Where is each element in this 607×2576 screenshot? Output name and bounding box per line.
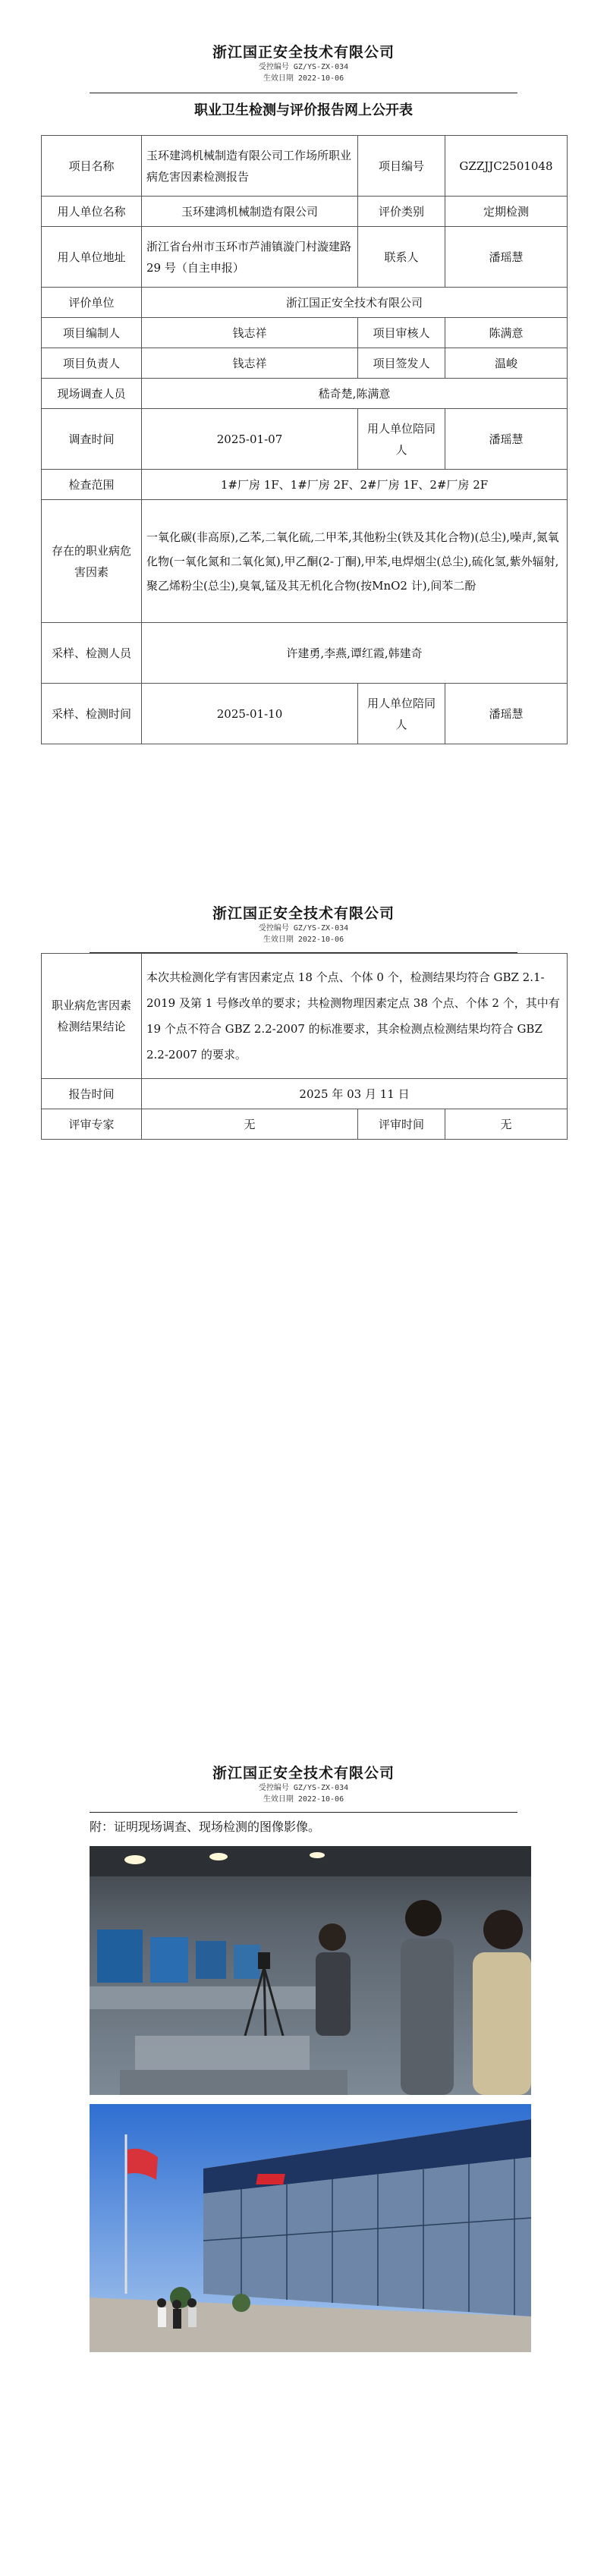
eval-unit: 浙江国正安全技术有限公司 bbox=[142, 288, 568, 318]
issuer: 温峻 bbox=[445, 348, 568, 379]
effective-date: 生效日期 2022-10-06 bbox=[263, 74, 344, 83]
scope-label: 检查范围 bbox=[42, 470, 142, 500]
control-number: 受控编号 GZ/YS-ZX-034 bbox=[258, 63, 349, 71]
hazards: 一氧化碳(非高原),乙苯,二氧化硫,二甲苯,其他粉尘(铁及其化合物)(总尘),噪声,氮氧化物(一氧化氮和二氧化氮),甲乙酮(2-丁酮),甲苯,电焊烟尘(总尘),硫化氢,紫外辐射,聚乙烯粉尘(总尘),臭氧,锰及其无机化合物(按MnO2 计),间苯二酚 bbox=[142, 500, 568, 623]
control-number: 受控编号 GZ/YS-ZX-034 bbox=[258, 1784, 349, 1792]
address-label: 用人单位地址 bbox=[42, 227, 142, 288]
appendix-caption: 附：证明现场调查、现场检测的图像影像。 bbox=[90, 1820, 321, 1834]
document-title: 职业卫生检测与评价报告网上公开表 bbox=[194, 102, 413, 118]
survey-time-label: 调查时间 bbox=[42, 409, 142, 470]
conclusion-label: 职业病危害因素检测结果结论 bbox=[42, 954, 142, 1079]
header-rule bbox=[90, 1812, 517, 1813]
page-header bbox=[0, 1762, 607, 1805]
sampling-time-label: 采样、检测时间 bbox=[42, 684, 142, 744]
compiler-label: 项目编制人 bbox=[42, 318, 142, 348]
survey-staff: 嵇奇楚,陈满意 bbox=[142, 379, 568, 409]
page-header bbox=[0, 902, 607, 945]
hazards-label: 存在的职业病危害因素 bbox=[42, 500, 142, 623]
escort2: 潘瑶慧 bbox=[445, 684, 568, 744]
reviewer: 陈满意 bbox=[445, 318, 568, 348]
sampling-staff-label: 采样、检测人员 bbox=[42, 623, 142, 684]
eval-type: 定期检测 bbox=[445, 197, 568, 227]
contact-label: 联系人 bbox=[358, 227, 445, 288]
workshop-photo bbox=[90, 1846, 531, 2095]
review-time: 无 bbox=[445, 1109, 568, 1140]
escort-label: 用人单位陪同人 bbox=[358, 409, 445, 470]
company-name: 浙江国正安全技术有限公司 bbox=[212, 44, 395, 61]
effective-date: 生效日期 2022-10-06 bbox=[263, 1795, 344, 1804]
contact: 潘瑶慧 bbox=[445, 227, 568, 288]
project-name-label: 项目名称 bbox=[42, 136, 142, 197]
eval-type-label: 评价类别 bbox=[358, 197, 445, 227]
expert: 无 bbox=[142, 1109, 358, 1140]
review-time-label: 评审时间 bbox=[358, 1109, 445, 1140]
compiler: 钱志祥 bbox=[142, 318, 358, 348]
conclusion-table bbox=[41, 953, 568, 1140]
conclusion: 本次共检测化学有害因素定点 18 个点、个体 0 个，检测结果均符合 GBZ 2.1-2019 及第 1 号修改单的要求；共检测物理因素定点 38 个点、个体 2 个，其中有 19 个点不符合 GBZ 2.2-2007 的标准要求，其余检测点检测结果均符合 GBZ 2.2-2007 的要求。 bbox=[142, 954, 568, 1079]
leader-label: 项目负责人 bbox=[42, 348, 142, 379]
effective-date: 生效日期 2022-10-06 bbox=[263, 936, 344, 944]
employer: 玉环建鸿机械制造有限公司 bbox=[142, 197, 358, 227]
address: 浙江省台州市玉环市芦浦镇漩门村漩建路 29 号（自主申报） bbox=[142, 227, 358, 288]
issuer-label: 项目签发人 bbox=[358, 348, 445, 379]
escort: 潘瑶慧 bbox=[445, 409, 568, 470]
factory-exterior-photo bbox=[90, 2104, 531, 2352]
report-time-label: 报告时间 bbox=[42, 1079, 142, 1109]
page-header bbox=[0, 41, 607, 84]
report-time: 2025 年 03 月 11 日 bbox=[142, 1079, 568, 1109]
project-no: GZZJJC2501048 bbox=[445, 136, 568, 197]
project-name: 玉环建鸿机械制造有限公司工作场所职业病危害因素检测报告 bbox=[142, 136, 358, 197]
control-number: 受控编号 GZ/YS-ZX-034 bbox=[258, 924, 349, 933]
leader: 钱志祥 bbox=[142, 348, 358, 379]
scope: 1#厂房 1F、1#厂房 2F、2#厂房 1F、2#厂房 2F bbox=[142, 470, 568, 500]
expert-label: 评审专家 bbox=[42, 1109, 142, 1140]
company-name: 浙江国正安全技术有限公司 bbox=[212, 905, 395, 922]
sampling-time: 2025-01-10 bbox=[142, 684, 358, 744]
eval-unit-label: 评价单位 bbox=[42, 288, 142, 318]
employer-label: 用人单位名称 bbox=[42, 197, 142, 227]
survey-staff-label: 现场调查人员 bbox=[42, 379, 142, 409]
escort2-label: 用人单位陪同人 bbox=[358, 684, 445, 744]
reviewer-label: 项目审核人 bbox=[358, 318, 445, 348]
survey-time: 2025-01-07 bbox=[142, 409, 358, 470]
sampling-staff: 许建勇,李燕,谭红霞,韩建奇 bbox=[142, 623, 568, 684]
disclosure-table bbox=[41, 135, 568, 744]
company-name: 浙江国正安全技术有限公司 bbox=[212, 1765, 395, 1782]
project-no-label: 项目编号 bbox=[358, 136, 445, 197]
